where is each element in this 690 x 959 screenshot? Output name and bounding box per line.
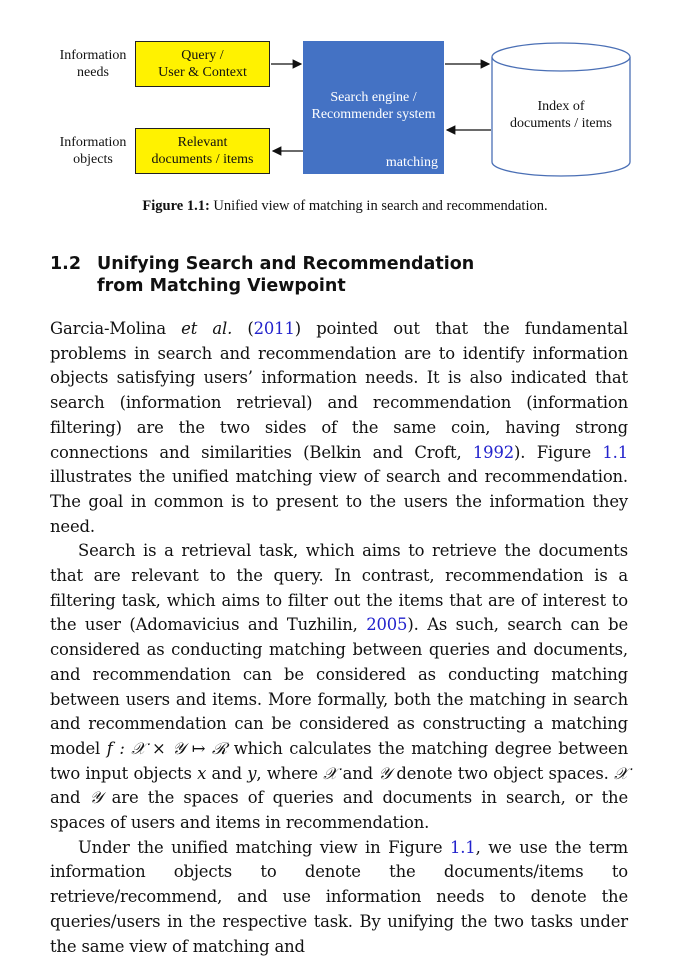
section-number: 1.2 (50, 254, 82, 274)
section-title: Unifying Search and Recommendation from Matching Viewpoint (97, 254, 475, 296)
relevant-box-label: Relevant documents / items (151, 135, 254, 167)
engine-matching-label: matching (385, 155, 438, 170)
info-objects-label: Information objects (59, 135, 127, 167)
paragraph-3: Under the unified matching view in Figure 1.1, we use the term information objects to denote the documents/items to retrieve/recommend, and use information needs to denote the queries/users in the respective task. By unifying the two tasks under the same view of matching and (50, 837, 628, 956)
citation-link[interactable]: 2011 (253, 319, 295, 338)
citation-link[interactable]: 1992 (472, 442, 515, 462)
caption-label: Figure 1.1: (142, 198, 210, 214)
caption-text: Unified view of matching in search and recommendation. (209, 198, 548, 214)
paragraph-2: Search is a retrieval task, which aims to retrieve the documents that are relevant to the query. In contrast, recommendation is a filtering task, which aims to filter out the items that are of interest to the user (Adomavicius and Tuzhilin, 2005). As such, search can be considered as conducting matching between queries and documents, and recommendation can be considered as conducting matching between users and items. More formally, both the matching in search and recommendation can be considered as constructing a matching model f : 𝒳 × 𝒴 ↦ ℛ which calculates the matching degree between two input objects x and y, where 𝒳 and 𝒴 denote two object spaces. 𝒳 and 𝒴 are the spaces of queries and documents in search, or the spaces of users and items in recommendation. (50, 541, 629, 833)
engine-title: Search engine / Recommender system (311, 90, 436, 122)
info-needs-label: Information needs (59, 48, 127, 80)
query-box-label: Query / User & Context (158, 48, 247, 80)
math-formula: f : 𝒳 × 𝒴 ↦ ℛ (106, 738, 228, 758)
figure-ref-link[interactable]: 1.1 (449, 837, 476, 857)
body-text (50, 317, 628, 959)
figure-ref-link[interactable]: 1.1 (602, 442, 628, 462)
citation-link[interactable]: 2005 (366, 615, 408, 635)
section-heading (50, 253, 590, 297)
figure-caption (0, 198, 690, 215)
index-label: Index of documents / items (510, 99, 612, 131)
paragraph-1: Garcia-Molina et al. (2011) pointed out that the fundamental problems in search and recommendation are to identify information objects satisfying users’ information needs. It is also indicated that search (information retrieval) and recommendation (information filtering) are the two sides of the same coin, having strong connections and similarities (Belkin and Croft, 1992). Figure 1.1 illustrates the unified matching view of search and recommendation. The goal in common is to present to the users the information they need. (50, 319, 629, 536)
